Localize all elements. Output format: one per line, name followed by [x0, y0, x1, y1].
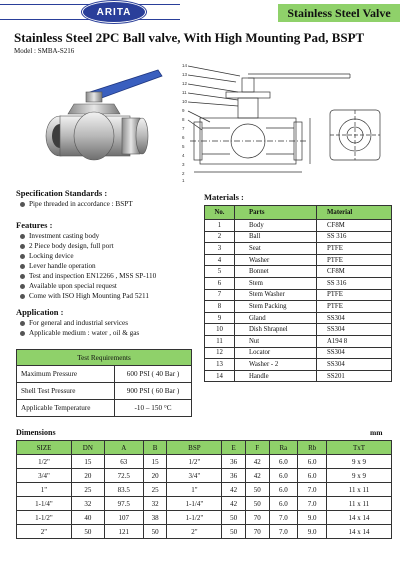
- dimension-header: Rb: [298, 441, 327, 455]
- dimension-cell: 7.0: [269, 525, 298, 539]
- material-value: PTFE: [317, 289, 392, 301]
- materials-header-no: No.: [205, 206, 235, 220]
- callout-8: 8: [182, 117, 185, 122]
- material-part: Seat: [235, 243, 317, 255]
- bullet-icon: [20, 264, 25, 269]
- material-no: 2: [205, 231, 235, 243]
- dimension-cell: 50: [222, 525, 246, 539]
- material-no: 1: [205, 220, 235, 232]
- callout-4: 4: [182, 153, 185, 158]
- material-part: Body: [235, 220, 317, 232]
- table-row: [205, 231, 392, 243]
- table-row: [205, 277, 392, 289]
- dimension-header: B: [143, 441, 167, 455]
- table-row: [205, 324, 392, 336]
- dimension-cell: 1-1/2": [167, 511, 222, 525]
- features-list: [20, 231, 156, 301]
- bullet-icon: [20, 244, 25, 249]
- table-row: [205, 370, 392, 382]
- bullet-icon: [20, 254, 25, 259]
- dimension-cell: 32: [143, 497, 167, 511]
- callout-7: 7: [182, 126, 185, 131]
- table-row: [17, 497, 392, 511]
- drawing-callouts: [182, 63, 188, 183]
- material-value: SS 316: [317, 231, 392, 243]
- bullet-icon: [20, 274, 25, 279]
- page-header: [0, 0, 400, 26]
- dimension-cell: 42: [245, 455, 269, 469]
- material-part: Ball: [235, 231, 317, 243]
- dimension-header: F: [245, 441, 269, 455]
- list-item: Lever handle operation: [20, 261, 156, 271]
- dimension-cell: 50: [245, 483, 269, 497]
- dimension-cell: 42: [222, 483, 246, 497]
- dimension-cell: 20: [71, 469, 104, 483]
- dimension-cell: 107: [104, 511, 143, 525]
- material-part: Gland: [235, 312, 317, 324]
- dimension-cell: 1-1/4": [167, 497, 222, 511]
- callout-11: 11: [182, 90, 187, 95]
- table-row: [17, 455, 392, 469]
- bullet-icon: [20, 331, 25, 336]
- table-row: [205, 289, 392, 301]
- material-no: 14: [205, 370, 235, 382]
- product-photo: [30, 60, 170, 170]
- table-row: [205, 347, 392, 359]
- features-title: Features :: [16, 220, 53, 230]
- dimension-cell: 6.0: [269, 497, 298, 511]
- dimension-cell: 50: [245, 497, 269, 511]
- material-no: 6: [205, 277, 235, 289]
- bullet-icon: [20, 202, 25, 207]
- dimension-header: BSP: [167, 441, 222, 455]
- dimension-cell: 36: [222, 469, 246, 483]
- material-value: CF8M: [317, 220, 392, 232]
- dimension-cell: 15: [71, 455, 104, 469]
- material-no: 7: [205, 289, 235, 301]
- dimension-cell: 42: [222, 497, 246, 511]
- dimension-cell: 14 x 14: [327, 525, 392, 539]
- table-row: [17, 366, 192, 383]
- dimension-cell: 11 x 11: [327, 483, 392, 497]
- table-row: [205, 301, 392, 313]
- material-value: SS201: [317, 370, 392, 382]
- dimension-cell: 70: [245, 525, 269, 539]
- dimension-cell: 15: [143, 455, 167, 469]
- list-item: Available upon special request: [20, 281, 156, 291]
- dimension-cell: 7.0: [298, 483, 327, 497]
- list-item: 2 Piece body design, full port: [20, 241, 156, 251]
- materials-title: Materials :: [204, 192, 244, 202]
- dimension-cell: 25: [71, 483, 104, 497]
- material-part: Bonnet: [235, 266, 317, 278]
- material-value: PTFE: [317, 243, 392, 255]
- material-no: 13: [205, 359, 235, 371]
- dimension-cell: 42: [245, 469, 269, 483]
- bullet-icon: [20, 294, 25, 299]
- dimension-cell: 6.0: [269, 455, 298, 469]
- dimension-cell: 121: [104, 525, 143, 539]
- dimension-header: E: [222, 441, 246, 455]
- table-row: [205, 254, 392, 266]
- spec-list: [20, 199, 133, 209]
- dimension-cell: 1": [167, 483, 222, 497]
- material-no: 9: [205, 312, 235, 324]
- table-row: [17, 483, 392, 497]
- dimension-header: TxT: [327, 441, 392, 455]
- material-no: 10: [205, 324, 235, 336]
- material-no: 3: [205, 243, 235, 255]
- dimensions-header-row: [17, 441, 392, 455]
- dimension-cell: 9 x 9: [327, 455, 392, 469]
- test-value: 600 PSI ( 40 Bar ): [115, 366, 192, 383]
- callout-14: 14: [182, 63, 188, 68]
- spec-title: Specification Standards :: [16, 188, 108, 198]
- dimension-cell: 7.0: [298, 497, 327, 511]
- material-part: Dish Shrapnel: [235, 324, 317, 336]
- brand-name: ARITA: [96, 6, 132, 18]
- test-requirements-table: [16, 349, 192, 417]
- dimension-cell: 1/2": [17, 455, 72, 469]
- dimension-cell: 1": [17, 483, 72, 497]
- callout-3: 3: [182, 162, 185, 167]
- callout-10: 10: [182, 99, 188, 104]
- test-value: -10 – 150 °C: [115, 400, 192, 417]
- list-item: Pipe threaded in accordance : BSPT: [20, 199, 133, 209]
- bullet-icon: [20, 234, 25, 239]
- material-part: Washer - 2: [235, 359, 317, 371]
- materials-body: [205, 220, 392, 382]
- model-number: Model : SMBA-S216: [14, 47, 75, 55]
- dimension-cell: 7.0: [269, 511, 298, 525]
- dimension-cell: 50: [71, 525, 104, 539]
- application-list: [20, 318, 139, 338]
- dimension-header: DN: [71, 441, 104, 455]
- material-value: PTFE: [317, 254, 392, 266]
- dimension-header: SIZE: [17, 441, 72, 455]
- dimensions-table: [16, 440, 392, 539]
- callout-2: 2: [182, 171, 185, 176]
- test-header: Test Requirements: [17, 350, 192, 366]
- dimensions-body: [17, 455, 392, 539]
- table-row: [205, 243, 392, 255]
- table-row: [17, 511, 392, 525]
- material-value: SS304: [317, 324, 392, 336]
- dimension-cell: 14 x 14: [327, 511, 392, 525]
- material-value: PTFE: [317, 301, 392, 313]
- dimension-cell: 38: [143, 511, 167, 525]
- callout-5: 5: [182, 144, 185, 149]
- material-value: CF8M: [317, 266, 392, 278]
- dimension-cell: 6.0: [269, 483, 298, 497]
- material-value: SS 316: [317, 277, 392, 289]
- list-item: For general and industrial services: [20, 318, 139, 328]
- material-part: Handle: [235, 370, 317, 382]
- dimensions-title: Dimensions: [16, 428, 56, 437]
- dimension-cell: 32: [71, 497, 104, 511]
- callout-12: 12: [182, 81, 188, 86]
- material-part: Stem Packing: [235, 301, 317, 313]
- material-part: Stem: [235, 277, 317, 289]
- dimension-cell: 2": [167, 525, 222, 539]
- test-label: Applicable Temperature: [17, 400, 115, 417]
- list-item: Investment casting body: [20, 231, 156, 241]
- material-no: 12: [205, 347, 235, 359]
- material-no: 4: [205, 254, 235, 266]
- list-item: Come with ISO High Mounting Pad 5211: [20, 291, 156, 301]
- dimension-cell: 72.5: [104, 469, 143, 483]
- list-item: Test and inspection EN12266 , MSS SP-110: [20, 271, 156, 281]
- material-no: 5: [205, 266, 235, 278]
- dimension-cell: 36: [222, 455, 246, 469]
- material-value: SS304: [317, 312, 392, 324]
- list-item: Applicable medium : water , oil & gas: [20, 328, 139, 338]
- table-row: [205, 359, 392, 371]
- table-row: [17, 383, 192, 400]
- category-band: [278, 4, 400, 22]
- dimension-cell: 2": [17, 525, 72, 539]
- dimension-cell: 9 x 9: [327, 469, 392, 483]
- callout-6: 6: [182, 135, 185, 140]
- dimension-cell: 70: [245, 511, 269, 525]
- application-title: Application :: [16, 307, 64, 317]
- dimension-cell: 6.0: [298, 469, 327, 483]
- dimension-cell: 6.0: [269, 469, 298, 483]
- test-label: Shell Test Pressure: [17, 383, 115, 400]
- material-value: SS304: [317, 347, 392, 359]
- material-part: Locator: [235, 347, 317, 359]
- dimensions-unit: mm: [370, 428, 383, 437]
- callout-9: 9: [182, 108, 185, 113]
- table-row: [17, 400, 192, 417]
- dimension-cell: 3/4": [17, 469, 72, 483]
- dimension-cell: 3/4": [167, 469, 222, 483]
- callout-13: 13: [182, 72, 188, 77]
- table-row: [205, 335, 392, 347]
- dimension-cell: 50: [143, 525, 167, 539]
- test-value: 900 PSI ( 60 Bar ): [115, 383, 192, 400]
- material-part: Nut: [235, 335, 317, 347]
- dimension-cell: 40: [71, 511, 104, 525]
- dimension-cell: 1-1/2": [17, 511, 72, 525]
- table-row: [17, 469, 392, 483]
- dimension-cell: 20: [143, 469, 167, 483]
- dimension-cell: 97.5: [104, 497, 143, 511]
- dimension-header: Ra: [269, 441, 298, 455]
- table-row: [17, 525, 392, 539]
- table-row: [205, 312, 392, 324]
- table-row: [205, 220, 392, 232]
- dimension-cell: 9.0: [298, 525, 327, 539]
- category-label: Stainless Steel Valve: [287, 5, 391, 20]
- dimension-cell: 83.5: [104, 483, 143, 497]
- materials-table: [204, 205, 392, 382]
- test-label: Maximum Pressure: [17, 366, 115, 383]
- material-no: 8: [205, 301, 235, 313]
- dimension-cell: 50: [222, 511, 246, 525]
- dimension-cell: 6.0: [298, 455, 327, 469]
- material-value: A194 8: [317, 335, 392, 347]
- product-title: Stainless Steel 2PC Ball valve, With High Mounting Pad, BSPT: [14, 30, 365, 45]
- dimension-cell: 9.0: [298, 511, 327, 525]
- material-part: Washer: [235, 254, 317, 266]
- materials-header-parts: Parts: [235, 206, 317, 220]
- materials-header-material: Material: [317, 206, 392, 220]
- material-value: SS304: [317, 359, 392, 371]
- dimension-cell: 1-1/4": [17, 497, 72, 511]
- dimension-cell: 63: [104, 455, 143, 469]
- bullet-icon: [20, 284, 25, 289]
- dimension-cell: 1/2": [167, 455, 222, 469]
- callout-1: 1: [182, 178, 185, 183]
- table-row: [205, 266, 392, 278]
- bullet-icon: [20, 321, 25, 326]
- dimension-cell: 25: [143, 483, 167, 497]
- technical-drawing: [180, 58, 392, 184]
- dimension-header: A: [104, 441, 143, 455]
- brand-logo: [82, 1, 146, 23]
- dimension-cell: 11 x 11: [327, 497, 392, 511]
- material-part: Stem Washer: [235, 289, 317, 301]
- list-item: Locking device: [20, 251, 156, 261]
- material-no: 11: [205, 335, 235, 347]
